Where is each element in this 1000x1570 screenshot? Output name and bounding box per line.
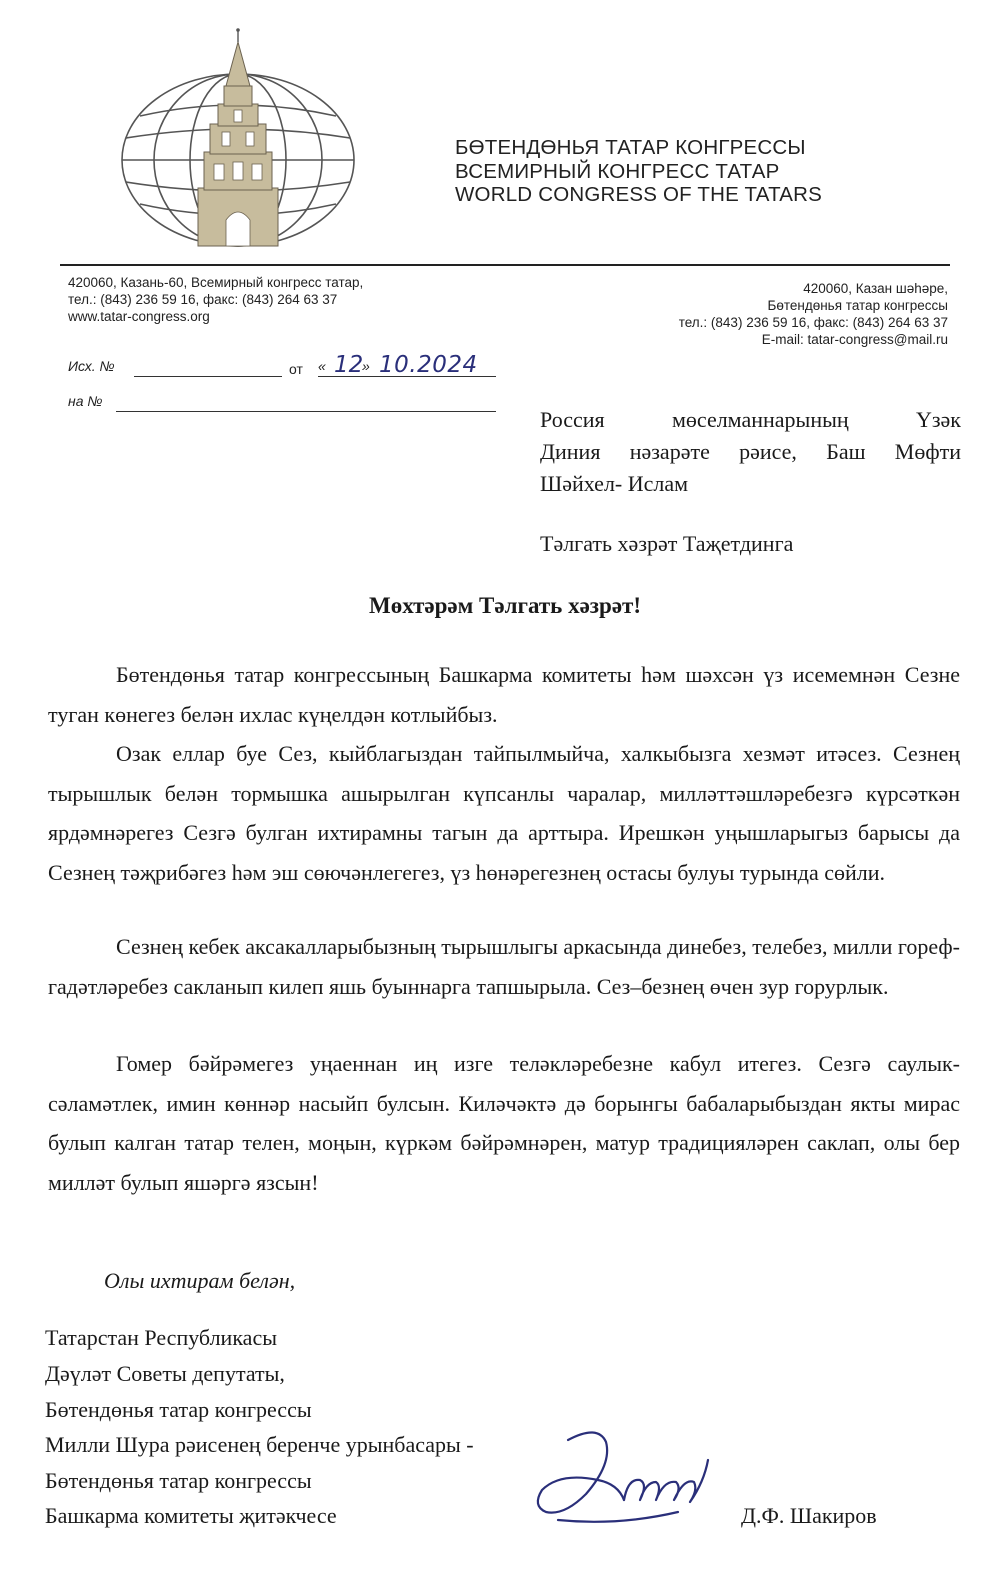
date-from-label: от <box>289 361 303 377</box>
addressee-line-1: Россия мөселманнарының Үзәк <box>540 407 961 432</box>
signatory-title-line: Татарстан Республикасы <box>45 1325 277 1350</box>
contact-email: E-mail: tatar-congress@mail.ru <box>761 332 948 347</box>
signatory-title-line: Дәүләт Советы депутаты, <box>45 1361 285 1386</box>
date-month-year-handwritten: 10.2024 <box>379 352 478 378</box>
contact-org-tt: Бөтендөнья татар конгрессы <box>767 298 948 313</box>
body-paragraph: Бөтендөнья татар конгрессының Башкарма комитеты һәм шәхсән үз исемемнән Сезне туган көнегез белән ихлас күңелдән котлыйбыз. <box>48 662 960 727</box>
signatory-title-line: Бөтендөнья татар конгрессы <box>45 1468 312 1493</box>
org-name-english: WORLD CONGRESS OF THE TATARS <box>455 183 823 206</box>
contact-website: www.tatar-congress.org <box>68 309 210 324</box>
contact-address-ru: 420060, Казань-60, Всемирный конгресс татар, <box>68 275 364 290</box>
addressee-name: Тәлгать хәзрәт Таҗетдинга <box>540 531 794 556</box>
incoming-number-line <box>116 411 496 412</box>
contact-block-right <box>679 280 948 348</box>
body-paragraph: Озак еллар буе Сез, кыйблагыздан тайпылмыйча, халкыбызга хезмәт итәсез. Сезнең тырышлык белән тормышка ашырылган күпсанлы чаралар, милләттәшләребезгә күрсәткән ярдәмнәрегез Сезгә булган ихтирамны тагын да арттыра. Ирешкән уңышларыгыз барысы да Сезнең тәҗрибәгез һәм эш сөючәнлегегез, үз һөнәрегезнең остасы булуы турында сөйли. <box>48 741 960 885</box>
outgoing-number-label: Исх. № <box>68 358 115 374</box>
signatory-title-line: Башкарма комитеты җитәкчесе <box>45 1503 337 1528</box>
contact-phone-right: тел.: (843) 236 59 16, факс: (843) 264 63 37 <box>678 315 948 330</box>
date-day-handwritten: 12 <box>334 352 364 378</box>
signatory-title-line: Милли Шура рәисенең беренче урынбасары - <box>45 1432 474 1457</box>
contact-address-tt: 420060, Казан шәһәре, <box>803 281 948 296</box>
contact-block-left <box>68 274 363 325</box>
org-name-russian: ВСЕМИРНЫЙ КОНГРЕСС ТАТАР <box>455 160 780 183</box>
addressee-line-3: Шәйхел- Ислам <box>540 471 689 496</box>
header-divider <box>60 264 950 266</box>
incoming-number-label: на № <box>68 393 103 409</box>
org-name-tatar: БӨТЕНДӨНЬЯ ТАТАР КОНГРЕССЫ <box>455 136 806 159</box>
date-quote-open: « <box>318 358 326 374</box>
signer-name: Д.Ф. Шакиров <box>741 1503 877 1528</box>
addressee-line-2: Диния нәзарәте рәисе, Баш Мөфти <box>540 439 961 464</box>
date-quote-close: » <box>362 358 370 374</box>
congress-logo-icon <box>118 28 358 260</box>
date-line <box>318 376 496 377</box>
closing-phrase: Олы ихтирам белән, <box>104 1268 296 1293</box>
body-paragraph: Гомер бәйрәмегез уңаеннан иң изге теләкләребезне кабул итегез. Сезгә саулык-сәламәтлек, имин көннәр насыйп булсын. Киләчәктә дә борынгы бабаларыбыздан якты мирас булып калган татар телен, моңын, күркәм бәйрәмнәрен, матур традицияләрен саклап, олы бер милләт булып яшәргә язсын! <box>48 1051 960 1195</box>
handwritten-signature-icon <box>528 1420 726 1532</box>
contact-phone-left: тел.: (843) 236 59 16, факс: (843) 264 63 37 <box>68 292 338 307</box>
outgoing-number-line <box>134 376 282 377</box>
signatory-title-line: Бөтендөнья татар конгрессы <box>45 1397 312 1422</box>
salutation: Мөхтәрәм Тәлгать хәзрәт! <box>369 593 641 618</box>
body-paragraph: Сезнең кебек аксакалларыбызның тырышлыгы аркасында динебез, телебез, милли гореф-гадәтләребез сакланып килеп яшь буыннарга тапшырыла. Сез–безнең өчен зур горурлык. <box>48 934 960 999</box>
